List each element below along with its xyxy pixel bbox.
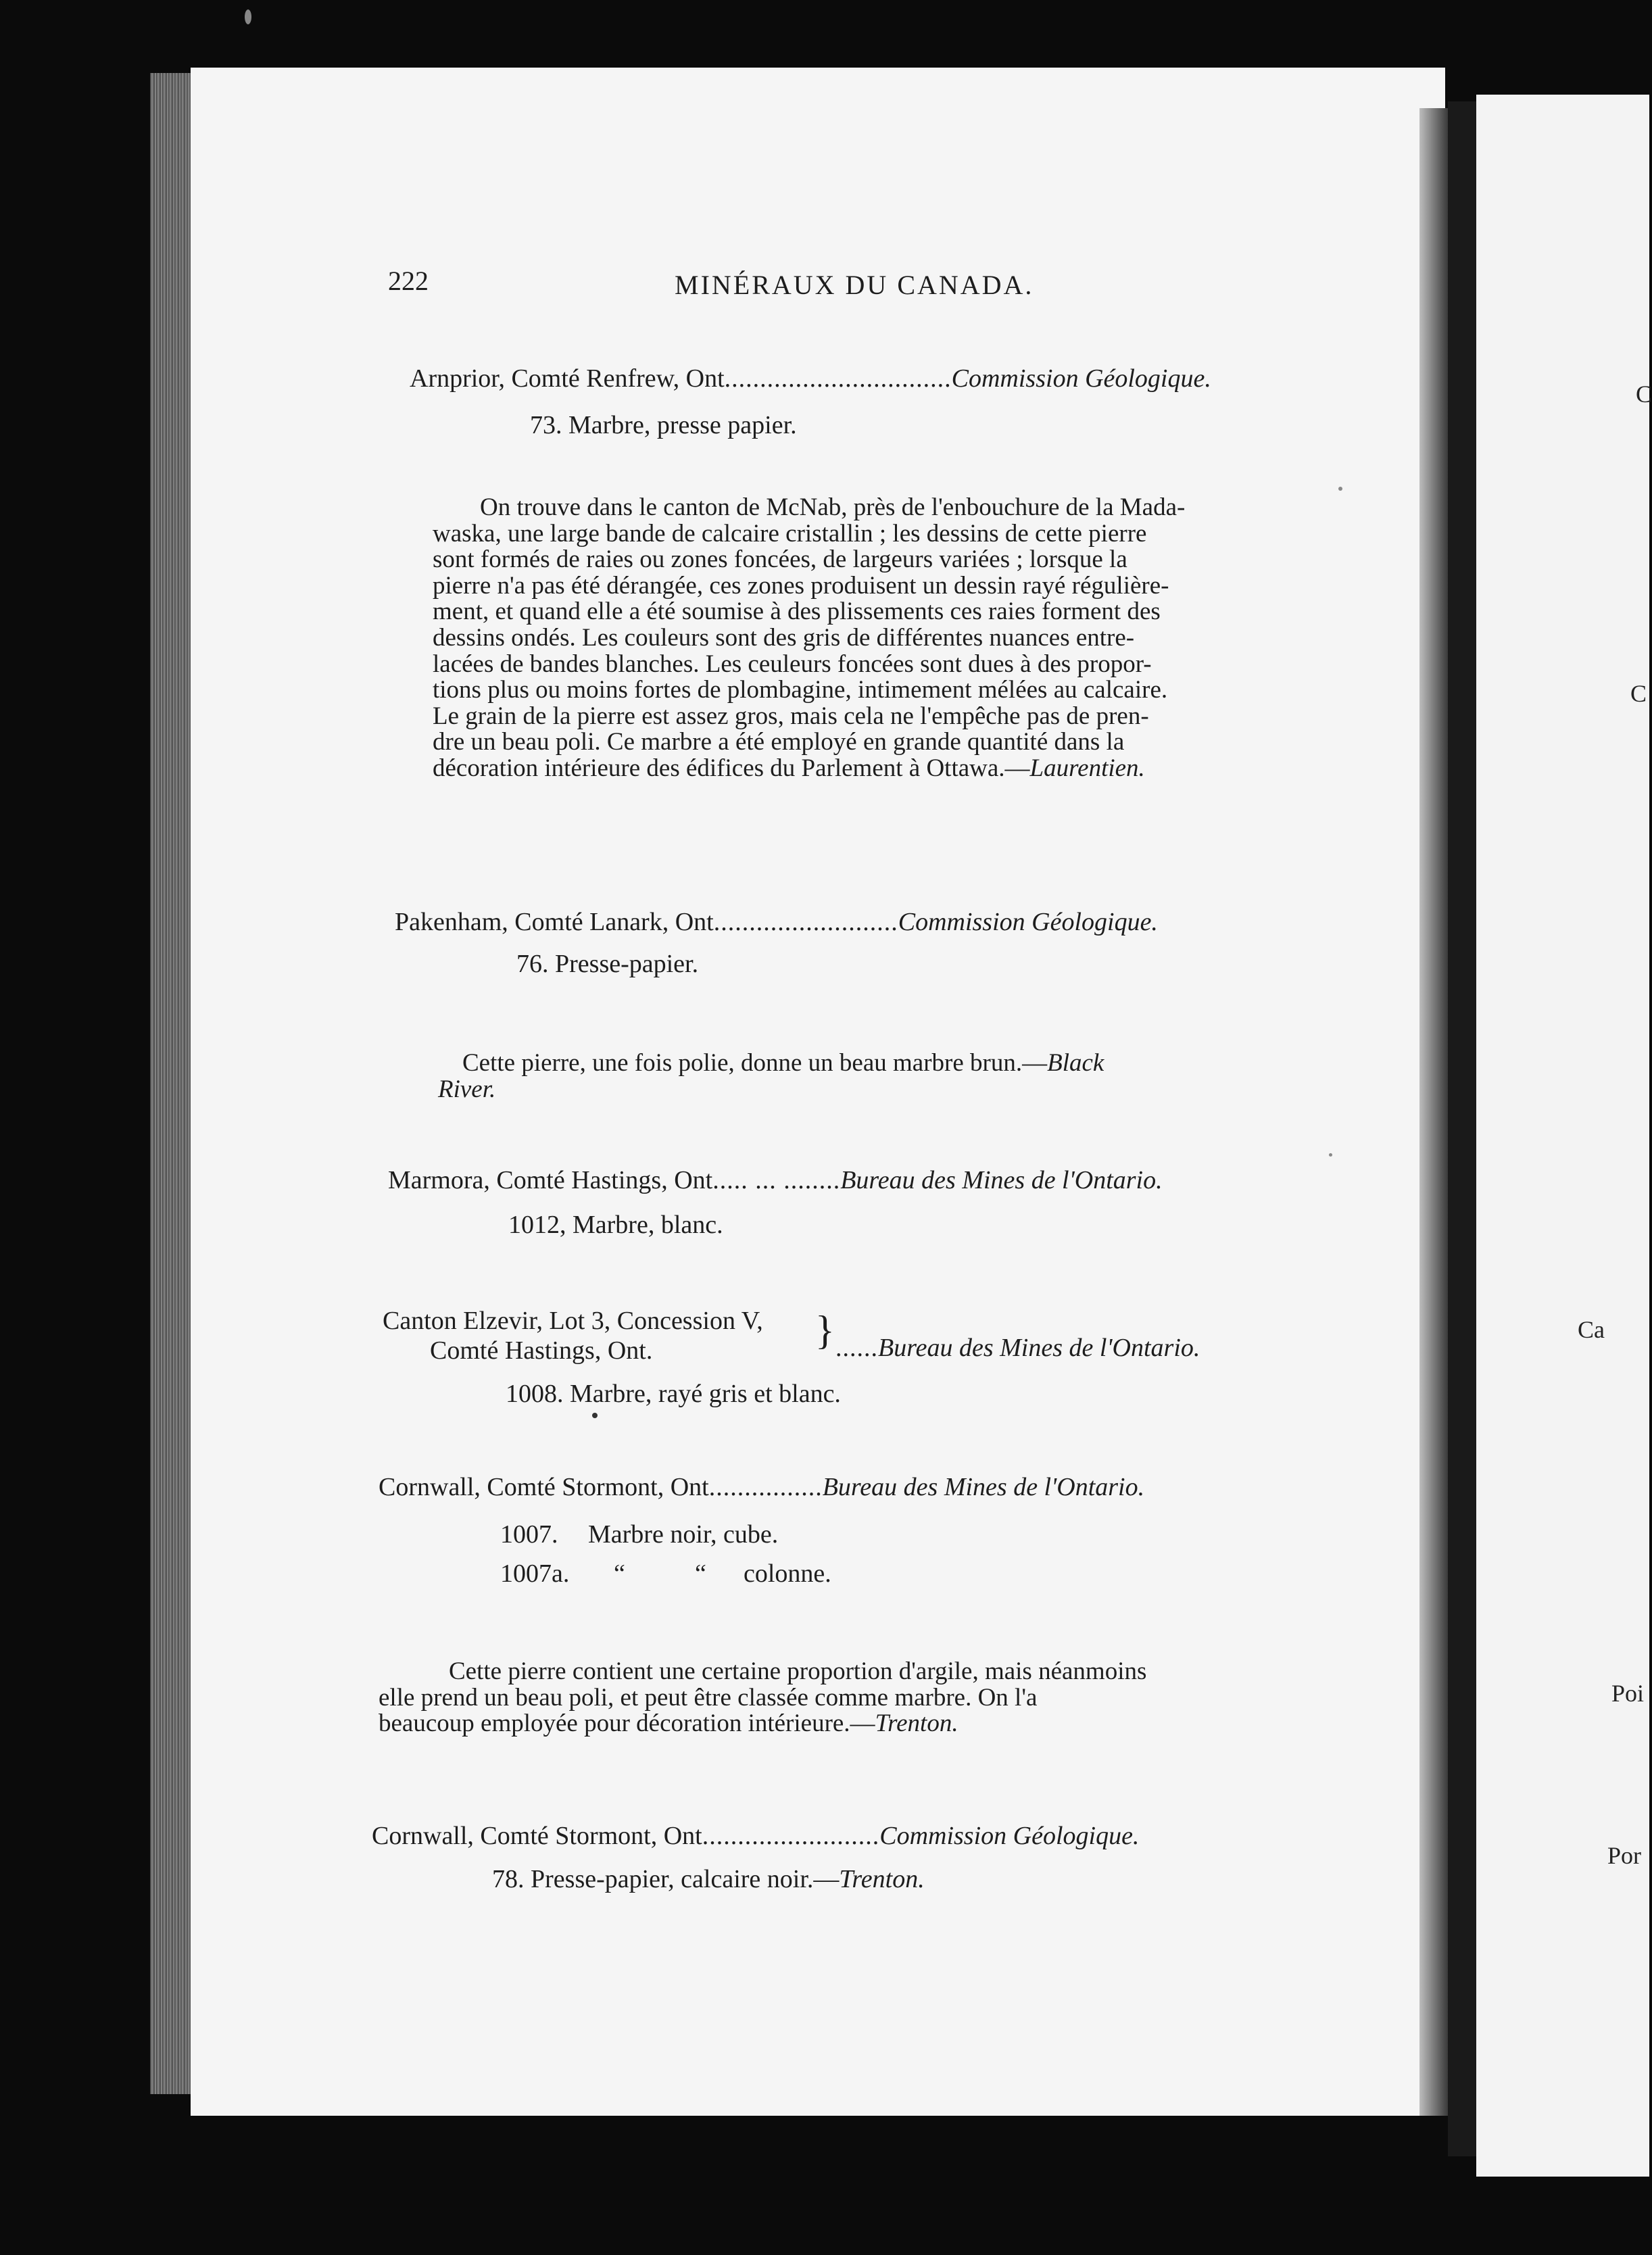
entry-location-line1: Canton Elzevir, Lot 3, Concession V, <box>383 1307 763 1335</box>
entry-source: Bureau des Mines de l'Ontario. <box>878 1334 1200 1362</box>
specimen-description: Marbre noir, cube. <box>588 1520 779 1549</box>
specimen-description: colonne. <box>744 1559 831 1588</box>
leader-dots: ......................... <box>702 1822 880 1850</box>
description-paragraph <box>433 495 1296 782</box>
leader-dots: ..... ... ........ <box>712 1166 841 1194</box>
specimen-item: 73. Marbre, presse papier. <box>530 411 797 439</box>
page-number: 222 <box>388 266 429 296</box>
paragraph-line: dessins ondés. Les couleurs sont des gris de différentes nuances entre- <box>433 623 1135 652</box>
paragraph-last-line <box>433 756 1296 782</box>
paragraph-line: elle prend un beau poli, et peut être classée comme marbre. On l'a <box>379 1683 1038 1712</box>
geologic-period: Black <box>1047 1049 1104 1077</box>
paragraph-line: lacées de bandes blanches. Les ceuleurs foncées sont dues à des propor- <box>433 650 1152 678</box>
entry-location: Marmora, Comté Hastings, Ont <box>388 1166 713 1194</box>
entry-location-line <box>395 907 1158 937</box>
entry-location: Cornwall, Comté Stormont, Ont <box>379 1473 709 1501</box>
geologic-period: River. <box>438 1075 496 1103</box>
entry-location: Cornwall, Comté Stormont, Ont <box>372 1822 702 1850</box>
entry-source: Commission Géologique. <box>898 908 1158 936</box>
entry-location-line <box>410 364 1211 393</box>
paragraph-line: waska, une large bande de calcaire cristallin ; les dessins de cette pierre <box>433 519 1147 548</box>
entry-source: Commission Géologique. <box>951 364 1211 393</box>
entry-location-line <box>388 1165 1163 1195</box>
ditto-mark: “ <box>695 1559 706 1588</box>
specimen-description: 78. Presse-papier, calcaire noir. <box>492 1865 814 1893</box>
specimen-item <box>500 1559 831 1589</box>
facing-page-fragment: C <box>1636 381 1652 408</box>
specimen-item <box>500 1520 778 1549</box>
entry-location: Pakenham, Comté Lanark, Ont <box>395 908 714 936</box>
facing-page-fragment: Ca <box>1578 1316 1605 1343</box>
leader-dots: ................................ <box>724 364 952 393</box>
page-edge <box>150 73 192 2094</box>
entry-source: Bureau des Mines de l'Ontario. <box>822 1473 1145 1501</box>
entry-source: Commission Géologique. <box>879 1822 1140 1850</box>
facing-page-fragment: Por <box>1607 1842 1642 1869</box>
geologic-period: Trenton. <box>839 1865 925 1893</box>
dash: — <box>813 1865 840 1893</box>
scan-speck <box>592 1413 598 1418</box>
entry-location: Arnprior, Comté Renfrew, Ont <box>410 364 725 393</box>
geologic-period: Trenton. <box>875 1710 958 1738</box>
running-title: MINÉRAUX DU CANADA. <box>675 270 1034 300</box>
paragraph-text: beaucoup employée pour décoration intérieure.— <box>379 1710 875 1738</box>
leader-dots: ................ <box>708 1473 823 1501</box>
entry-source: Bureau des Mines de l'Ontario. <box>840 1166 1163 1194</box>
entry-location-line <box>379 1472 1144 1502</box>
specimen-item: 76. Presse-papier. <box>516 950 699 978</box>
description-paragraph <box>438 1050 1236 1102</box>
specimen-item: 1008. Marbre, rayé gris et blanc. <box>506 1380 841 1408</box>
grouping-brace: } <box>815 1308 835 1353</box>
book-gutter <box>1448 101 1476 2156</box>
facing-page-fragment: C <box>1630 680 1647 707</box>
facing-page-fragment: Poi <box>1611 1680 1645 1707</box>
entry-location-line2: Comté Hastings, Ont. <box>430 1336 653 1365</box>
paragraph-line <box>438 1050 1236 1077</box>
scan-speck <box>1329 1153 1332 1157</box>
scan-speck <box>1338 487 1342 491</box>
paragraph-line: Cette pierre contient une certaine proportion d'argile, mais néanmoins <box>449 1657 1147 1685</box>
paragraph-line: décoration intérieure des édifices du Parlement à Ottawa.— <box>433 754 1030 782</box>
leader-dots: ...... <box>835 1334 878 1362</box>
paragraph-line: pierre n'a pas été dérangée, ces zones produisent un dessin rayé régulière- <box>433 571 1169 600</box>
entry-source-line <box>835 1333 1200 1363</box>
scan-speck <box>245 9 251 24</box>
paragraph-text: Cette pierre, une fois polie, donne un beau marbre brun.— <box>462 1049 1048 1077</box>
paragraph-line: tions plus ou moins fortes de plombagine, intimement mélées au calcaire. <box>433 676 1168 704</box>
specimen-number: 1007a. <box>500 1559 570 1588</box>
geologic-period: Laurentien. <box>1029 754 1145 782</box>
ditto-mark: “ <box>614 1559 625 1588</box>
specimen-item <box>492 1864 925 1894</box>
description-paragraph <box>379 1659 1271 1737</box>
paragraph-line: Le grain de la pierre est assez gros, mais cela ne l'empêche pas de pren- <box>433 702 1149 730</box>
specimen-number: 1007. <box>500 1520 558 1549</box>
paragraph-line: dre un beau poli. Ce marbre a été employé en grande quantité dans la <box>433 728 1125 756</box>
leader-dots: .......................... <box>713 908 898 936</box>
paragraph-line: ment, et quand elle a été soumise à des plissements ces raies forment des <box>433 598 1161 626</box>
paragraph-line <box>379 1711 1271 1737</box>
paragraph-line: On trouve dans le canton de McNab, près de l'enbouchure de la Mada- <box>480 493 1186 521</box>
page-shadow <box>1419 108 1448 2116</box>
entry-location-line <box>372 1821 1139 1851</box>
specimen-item: 1012, Marbre, blanc. <box>508 1211 723 1239</box>
paragraph-line: sont formés de raies ou zones foncées, de largeurs variées ; lorsque la <box>433 545 1127 574</box>
